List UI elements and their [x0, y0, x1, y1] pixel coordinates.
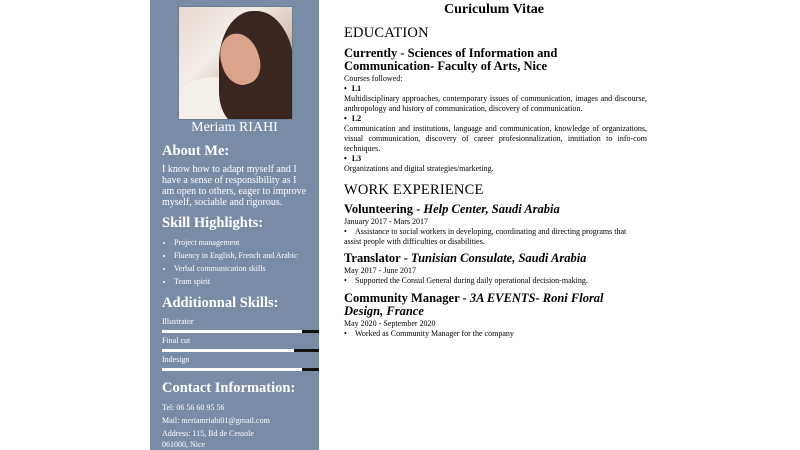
- job-description-text: Worked as Community Manager for the company: [355, 329, 514, 338]
- course-level: • L1: [344, 84, 361, 94]
- skill-label-indesign: Indesign: [162, 355, 190, 364]
- course-description: Communication and institutions, language and communication, knowledge of organizations, visual communication, discovery of career profesionnalization, innitiation to info-com techniques.: [344, 124, 647, 153]
- skill-bar-fill: [162, 349, 294, 352]
- contact-address: Address: 115, Bd de Cessole: [162, 429, 254, 438]
- skill-bar-fill: [162, 330, 302, 333]
- skill-item: • Team spirit: [174, 275, 298, 288]
- courses-label: Courses followed:: [344, 74, 403, 83]
- contact-address-city: 061000, Nice: [162, 440, 206, 449]
- job-title: [344, 252, 644, 265]
- job-dates: January 2017 - Mars 2017: [344, 217, 428, 226]
- person-name: Meriam RIAHI: [191, 120, 278, 135]
- about-text: I know how to adapt myself and I have a sense of responsibility as I am open to others, eager to improve myself, sociable and rigorous.: [162, 164, 307, 208]
- job-role: Translator -: [344, 251, 411, 265]
- job-description-text: Assistance to social workers in developing, coordinating and directing programs that assist people with difficulties or disabilities.: [344, 227, 627, 246]
- contact-tel: Tel: 06 56 60 95 56: [162, 403, 225, 412]
- skill-bar-illustrator: [162, 330, 319, 333]
- skill-label-illustrator: Illustrator: [162, 317, 194, 326]
- job-organization: Help Center, Saudi Arabia: [423, 202, 560, 216]
- course-description: Multidisciplinary approaches, contemporary issues of communication, images and discourse, anthropology and history of communication, discovery of communication.: [344, 94, 647, 113]
- job-description: • Supported the Consul General during daily operational decision-making.: [344, 276, 588, 285]
- sidebar: [150, 0, 319, 450]
- education-heading: EDUCATION: [344, 25, 429, 41]
- contact-heading: Contact Information:: [162, 380, 296, 396]
- job-organization: Tunisian Consulate, Saudi Arabia: [410, 251, 587, 265]
- skills-list: [162, 236, 298, 288]
- work-experience-heading: WORK EXPERIENCE: [344, 182, 484, 198]
- skills-heading: Skill Highlights:: [162, 215, 264, 231]
- skill-item: • Verbal communication skills: [174, 262, 298, 275]
- course-level: • L3: [344, 154, 361, 164]
- job-dates: May 2020 - September 2020: [344, 319, 436, 328]
- additional-skills-heading: Additionnal Skills:: [162, 295, 279, 311]
- page-title: Curiculum Vitae: [444, 2, 544, 17]
- job-organization: 3A EVENTS- Roni Floral Design, France: [344, 291, 604, 318]
- skill-label-final-cut: Final cut: [162, 336, 191, 345]
- skill-item: • Project management: [174, 236, 298, 249]
- job-title: [344, 203, 644, 216]
- profile-photo: [178, 6, 293, 120]
- course-level: • L2: [344, 114, 361, 124]
- course-description: Organizations and digital strategies/marketing.: [344, 164, 494, 173]
- job-description: • Worked as Community Manager for the company: [344, 329, 514, 338]
- skill-bar-final-cut: [162, 349, 319, 352]
- job-role: Volunteering -: [344, 202, 424, 216]
- job-title: [344, 292, 644, 318]
- job-description: • Assistance to social workers in developing, coordinating and directing programs that assist people with difficulties or disabilities.: [344, 227, 627, 246]
- skill-bar-fill: [162, 368, 302, 371]
- job-description-text: Supported the Consul General during daily operational decision-making.: [355, 276, 588, 285]
- skill-item: • Fluency in English, French and Arabic: [174, 249, 298, 262]
- skill-bar-indesign: [162, 368, 319, 371]
- job-role: Community Manager -: [344, 291, 470, 305]
- contact-mail: Mail: meriamriahi01@gmail.com: [162, 416, 270, 425]
- job-dates: May 2017 - June 2017: [344, 266, 416, 275]
- education-degree: Currently - Sciences of Information and Communication- Faculty of Arts, Nice: [344, 46, 558, 73]
- about-heading: About Me:: [162, 143, 230, 159]
